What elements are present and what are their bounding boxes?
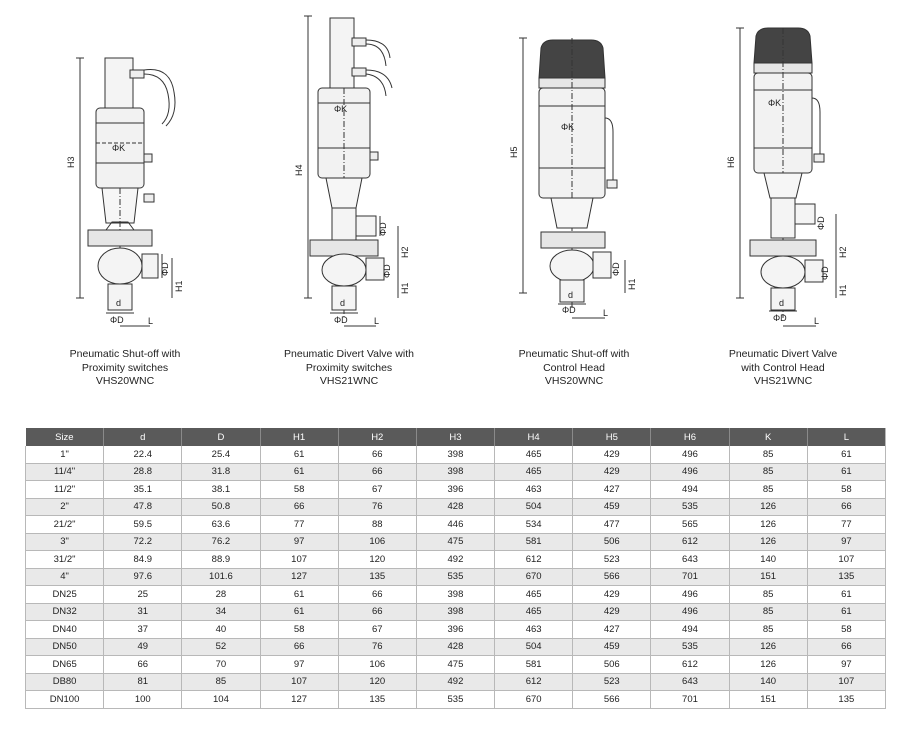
table-cell: 701 xyxy=(651,568,729,586)
table-cell: 465 xyxy=(495,446,573,463)
table-cell: 72.2 xyxy=(104,533,182,551)
table-cell: 463 xyxy=(495,621,573,639)
table-cell: 85 xyxy=(182,673,260,691)
size-cell: DN65 xyxy=(26,656,104,674)
table-cell: 31 xyxy=(104,603,182,621)
diagram-divert-proximity xyxy=(286,8,436,338)
table-row xyxy=(26,463,886,481)
table-cell: 49 xyxy=(104,638,182,656)
table-cell: 496 xyxy=(651,586,729,604)
caption-line: Pneumatic Divert Valve with xyxy=(284,348,414,360)
side-d-label: ΦD xyxy=(611,262,621,276)
size-cell: DN32 xyxy=(26,603,104,621)
h4-label: H4 xyxy=(294,164,304,176)
table-cell: 106 xyxy=(338,533,416,551)
col-header: d xyxy=(104,428,182,446)
table-cell: 77 xyxy=(807,516,885,534)
table-cell: 496 xyxy=(651,463,729,481)
col-header: H3 xyxy=(416,428,494,446)
table-cell: 504 xyxy=(495,498,573,516)
table-cell: 494 xyxy=(651,481,729,499)
table-cell: 61 xyxy=(260,603,338,621)
table-cell: 535 xyxy=(416,568,494,586)
h1-label: H1 xyxy=(400,282,410,294)
d-outer-label: ΦD xyxy=(110,315,124,325)
table-cell: 140 xyxy=(729,551,807,569)
table-cell: 85 xyxy=(729,446,807,463)
table-cell: 25 xyxy=(104,586,182,604)
table-cell: 66 xyxy=(260,498,338,516)
table-cell: 61 xyxy=(260,446,338,463)
table-cell: 31.8 xyxy=(182,463,260,481)
table-cell: 496 xyxy=(651,603,729,621)
table-cell: 398 xyxy=(416,586,494,604)
table-cell: 120 xyxy=(338,673,416,691)
table-cell: 565 xyxy=(651,516,729,534)
caption-line: Control Head xyxy=(543,361,605,374)
diagram-shutoff-proximity xyxy=(60,8,210,338)
caption-line: VHS20WNC xyxy=(95,375,155,387)
table-cell: 535 xyxy=(416,691,494,709)
k-label: ΦK xyxy=(334,104,348,114)
caption-line: VHS21WNC xyxy=(319,375,379,387)
table-cell: 97 xyxy=(807,656,885,674)
table-cell: 67 xyxy=(338,621,416,639)
size-cell: 2" xyxy=(26,498,104,516)
table-cell: 52 xyxy=(182,638,260,656)
table-row xyxy=(26,673,886,691)
size-cell: 3" xyxy=(26,533,104,551)
table-cell: 81 xyxy=(104,673,182,691)
table-cell: 37 xyxy=(104,621,182,639)
col-header: H1 xyxy=(260,428,338,446)
table-cell: 459 xyxy=(573,498,651,516)
col-header: K xyxy=(729,428,807,446)
table-cell: 66 xyxy=(260,638,338,656)
table-cell: 475 xyxy=(416,533,494,551)
table-cell: 85 xyxy=(729,603,807,621)
size-cell: 21/2" xyxy=(26,516,104,534)
table-cell: 47.8 xyxy=(104,498,182,516)
table-header-row xyxy=(26,428,886,446)
side-d-label: ΦD xyxy=(820,266,830,280)
l-label: L xyxy=(374,316,380,326)
table-cell: 28 xyxy=(182,586,260,604)
table-cell: 429 xyxy=(573,463,651,481)
caption-line: Pneumatic Divert Valve xyxy=(728,348,838,360)
table-cell: 67 xyxy=(338,481,416,499)
table-cell: 107 xyxy=(807,673,885,691)
table-row xyxy=(26,516,886,534)
caption-line: VHS20WNC xyxy=(544,375,604,387)
size-cell: DB80 xyxy=(26,673,104,691)
table-cell: 59.5 xyxy=(104,516,182,534)
table-cell: 151 xyxy=(729,691,807,709)
table-cell: 61 xyxy=(260,463,338,481)
table-cell: 534 xyxy=(495,516,573,534)
diagram-shutoff-controlhead xyxy=(505,8,655,338)
table-cell: 100 xyxy=(104,691,182,709)
table-cell: 22.4 xyxy=(104,446,182,463)
table-cell: 428 xyxy=(416,498,494,516)
table-cell: 612 xyxy=(651,533,729,551)
table-cell: 58 xyxy=(260,621,338,639)
table-cell: 97 xyxy=(807,533,885,551)
table-cell: 135 xyxy=(807,691,885,709)
size-cell: DN100 xyxy=(26,691,104,709)
table-cell: 398 xyxy=(416,603,494,621)
table-cell: 465 xyxy=(495,603,573,621)
h2-label: H2 xyxy=(838,246,848,258)
table-cell: 535 xyxy=(651,638,729,656)
table-cell: 34 xyxy=(182,603,260,621)
table-row xyxy=(26,533,886,551)
table-cell: 535 xyxy=(651,498,729,516)
table-cell: 151 xyxy=(729,568,807,586)
table-cell: 465 xyxy=(495,463,573,481)
table-cell: 429 xyxy=(573,446,651,463)
size-cell: 31/2" xyxy=(26,551,104,569)
table-cell: 61 xyxy=(807,586,885,604)
d-inner-label: d xyxy=(779,298,785,308)
table-cell: 88.9 xyxy=(182,551,260,569)
size-cell: 11/2" xyxy=(26,481,104,499)
table-cell: 566 xyxy=(573,568,651,586)
col-header: H2 xyxy=(338,428,416,446)
table-cell: 85 xyxy=(729,481,807,499)
col-header: Size xyxy=(26,428,104,446)
table-cell: 84.9 xyxy=(104,551,182,569)
l-label: L xyxy=(603,308,609,318)
table-cell: 429 xyxy=(573,586,651,604)
table-cell: 126 xyxy=(729,656,807,674)
table-cell: 429 xyxy=(573,603,651,621)
table-cell: 40 xyxy=(182,621,260,639)
table-cell: 58 xyxy=(807,481,885,499)
table-cell: 50.8 xyxy=(182,498,260,516)
table-cell: 107 xyxy=(260,551,338,569)
diagram-divert-controlhead xyxy=(720,8,870,338)
table-cell: 398 xyxy=(416,463,494,481)
table-cell: 670 xyxy=(495,691,573,709)
table-cell: 58 xyxy=(260,481,338,499)
table-cell: 127 xyxy=(260,568,338,586)
table-cell: 428 xyxy=(416,638,494,656)
table-cell: 126 xyxy=(729,498,807,516)
table-cell: 88 xyxy=(338,516,416,534)
table-cell: 643 xyxy=(651,551,729,569)
caption-line: Proximity switches xyxy=(81,361,169,374)
l-label: L xyxy=(814,316,820,326)
table-row xyxy=(26,603,886,621)
size-cell: 11/4" xyxy=(26,463,104,481)
table-row xyxy=(26,656,886,674)
table-cell: 523 xyxy=(573,551,651,569)
table-cell: 566 xyxy=(573,691,651,709)
table-cell: 61 xyxy=(260,586,338,604)
l-label: L xyxy=(148,316,154,326)
d-outer-label: ΦD xyxy=(562,305,576,315)
table-cell: 25.4 xyxy=(182,446,260,463)
table-cell: 66 xyxy=(338,586,416,604)
d-inner-label: d xyxy=(116,298,122,308)
table-cell: 581 xyxy=(495,656,573,674)
table-cell: 135 xyxy=(338,568,416,586)
size-cell: DN40 xyxy=(26,621,104,639)
table-cell: 643 xyxy=(651,673,729,691)
table-cell: 28.8 xyxy=(104,463,182,481)
size-cell: DN50 xyxy=(26,638,104,656)
size-cell: 1" xyxy=(26,446,104,463)
col-header: H6 xyxy=(651,428,729,446)
side-d-label: ΦD xyxy=(160,262,170,276)
col-header: L xyxy=(807,428,885,446)
table-cell: 107 xyxy=(807,551,885,569)
table-cell: 120 xyxy=(338,551,416,569)
table-cell: 523 xyxy=(573,673,651,691)
caption-2 xyxy=(249,348,449,389)
table-cell: 66 xyxy=(807,638,885,656)
caption-line: Pneumatic Shut-off with xyxy=(69,348,181,360)
side-d2-label: ΦD xyxy=(378,222,388,236)
col-header: D xyxy=(182,428,260,446)
k-label: ΦK xyxy=(112,143,126,153)
table-cell: 612 xyxy=(495,551,573,569)
caption-line: with Control Head xyxy=(741,361,825,374)
caption-line: VHS21WNC xyxy=(753,375,813,387)
table-cell: 85 xyxy=(729,586,807,604)
k-label: ΦK xyxy=(561,122,575,132)
h3-label: H3 xyxy=(66,156,76,168)
table-cell: 70 xyxy=(182,656,260,674)
table-cell: 85 xyxy=(729,463,807,481)
table-body xyxy=(26,446,886,708)
h1-label: H1 xyxy=(838,284,848,296)
h2-label: H2 xyxy=(400,246,410,258)
table-cell: 396 xyxy=(416,621,494,639)
table-cell: 396 xyxy=(416,481,494,499)
d-inner-label: d xyxy=(568,290,574,300)
table-cell: 504 xyxy=(495,638,573,656)
table-cell: 463 xyxy=(495,481,573,499)
table-cell: 101.6 xyxy=(182,568,260,586)
caption-1 xyxy=(25,348,225,389)
h5-label: H5 xyxy=(509,146,519,158)
table-cell: 701 xyxy=(651,691,729,709)
table-cell: 492 xyxy=(416,673,494,691)
table-cell: 61 xyxy=(807,446,885,463)
table-row xyxy=(26,638,886,656)
table-cell: 427 xyxy=(573,621,651,639)
table-cell: 97 xyxy=(260,656,338,674)
table-cell: 77 xyxy=(260,516,338,534)
table-cell: 106 xyxy=(338,656,416,674)
d-outer-label: ΦD xyxy=(773,313,787,323)
table-cell: 97 xyxy=(260,533,338,551)
table-cell: 135 xyxy=(338,691,416,709)
table-row xyxy=(26,691,886,709)
table-cell: 66 xyxy=(338,446,416,463)
d-inner-label: d xyxy=(340,298,346,308)
caption-4 xyxy=(683,348,883,389)
table-cell: 126 xyxy=(729,638,807,656)
table-cell: 612 xyxy=(651,656,729,674)
table-cell: 427 xyxy=(573,481,651,499)
h6-label: H6 xyxy=(726,156,736,168)
table-cell: 97.6 xyxy=(104,568,182,586)
d-outer-label: ΦD xyxy=(334,315,348,325)
table-cell: 85 xyxy=(729,621,807,639)
caption-line: Proximity switches xyxy=(305,361,393,374)
table-cell: 135 xyxy=(807,568,885,586)
table-cell: 76 xyxy=(338,498,416,516)
table-row xyxy=(26,568,886,586)
table-cell: 104 xyxy=(182,691,260,709)
caption-line: Pneumatic Shut-off with xyxy=(518,348,630,360)
side-d-label: ΦD xyxy=(382,264,392,278)
table-cell: 61 xyxy=(807,463,885,481)
table-cell: 496 xyxy=(651,446,729,463)
table-cell: 66 xyxy=(807,498,885,516)
col-header: H5 xyxy=(573,428,651,446)
table-cell: 107 xyxy=(260,673,338,691)
h1-label: H1 xyxy=(627,278,637,290)
table-cell: 459 xyxy=(573,638,651,656)
table-row xyxy=(26,621,886,639)
k-label: ΦK xyxy=(768,98,782,108)
table-cell: 58 xyxy=(807,621,885,639)
table-cell: 126 xyxy=(729,516,807,534)
side-d2-label: ΦD xyxy=(816,216,826,230)
size-cell: DN25 xyxy=(26,586,104,604)
dimension-table xyxy=(25,428,886,709)
table-row xyxy=(26,498,886,516)
table-cell: 66 xyxy=(104,656,182,674)
table-cell: 66 xyxy=(338,463,416,481)
table-cell: 670 xyxy=(495,568,573,586)
table-row xyxy=(26,481,886,499)
caption-3 xyxy=(474,348,674,389)
table-cell: 581 xyxy=(495,533,573,551)
table-cell: 465 xyxy=(495,586,573,604)
table-cell: 35.1 xyxy=(104,481,182,499)
table-cell: 475 xyxy=(416,656,494,674)
table-row xyxy=(26,551,886,569)
table-row xyxy=(26,586,886,604)
h1-label: H1 xyxy=(174,280,184,292)
table-cell: 612 xyxy=(495,673,573,691)
table-cell: 76 xyxy=(338,638,416,656)
table-cell: 61 xyxy=(807,603,885,621)
table-cell: 506 xyxy=(573,656,651,674)
table-cell: 494 xyxy=(651,621,729,639)
table-cell: 506 xyxy=(573,533,651,551)
table-cell: 477 xyxy=(573,516,651,534)
table-cell: 127 xyxy=(260,691,338,709)
size-cell: 4" xyxy=(26,568,104,586)
table-cell: 38.1 xyxy=(182,481,260,499)
table-cell: 63.6 xyxy=(182,516,260,534)
table-cell: 126 xyxy=(729,533,807,551)
table-cell: 140 xyxy=(729,673,807,691)
table-cell: 66 xyxy=(338,603,416,621)
table-row xyxy=(26,446,886,463)
table-cell: 76.2 xyxy=(182,533,260,551)
col-header: H4 xyxy=(495,428,573,446)
table-cell: 446 xyxy=(416,516,494,534)
table-cell: 492 xyxy=(416,551,494,569)
table-cell: 398 xyxy=(416,446,494,463)
